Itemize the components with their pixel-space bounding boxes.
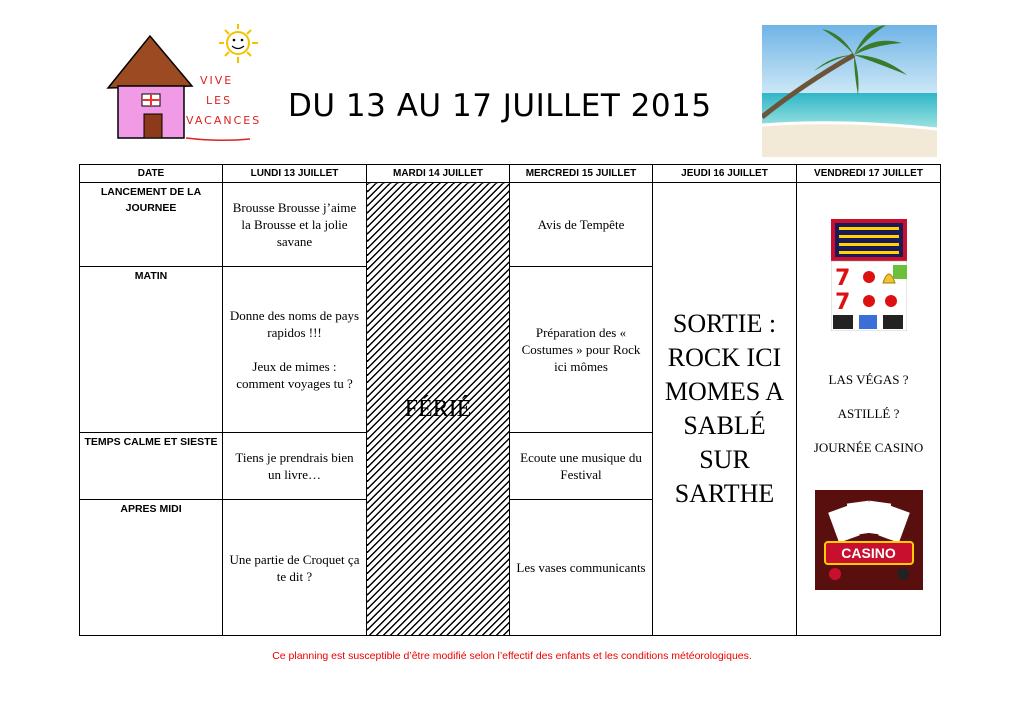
row-lancement <box>80 183 941 267</box>
header-row <box>80 165 941 183</box>
header-mardi: MARDI 14 JUILLET <box>367 165 510 183</box>
lundi-lancement: Brousse Brousse j’aime la Brousse et la jolie savane <box>223 183 367 267</box>
jeudi-sortie: SORTIE : ROCK ICI MOMES A SABLÉ SUR SARTHE <box>653 183 797 636</box>
header-lundi: LUNDI 13 JUILLET <box>223 165 367 183</box>
svg-text:7: 7 <box>834 290 850 315</box>
vendredi-casino-cell <box>797 183 941 636</box>
page-title: DU 13 AU 17 JUILLET 2015 <box>288 88 712 124</box>
row-label-calme: TEMPS CALME ET SIESTE <box>80 433 223 500</box>
vendredi-journee-casino: JOURNÉE CASINO <box>813 440 924 455</box>
vendredi-astille: ASTILLÉ ? <box>837 406 900 421</box>
logo-text-vive: VIVE <box>200 74 234 87</box>
beach-palm-image <box>762 25 937 157</box>
mardi-ferie-cell <box>367 183 510 636</box>
header-jeudi: JEUDI 16 JUILLET <box>653 165 797 183</box>
header-mercredi: MERCREDI 15 JUILLET <box>510 165 653 183</box>
mercredi-matin: Préparation des « Costumes » pour Rock ici mômes <box>510 267 653 433</box>
row-label-lancement: LANCEMENT DE LA JOURNEE <box>80 183 223 267</box>
row-label-apres-midi: APRES MIDI <box>80 500 223 636</box>
lundi-matin <box>223 267 367 433</box>
casino-logo-image <box>815 490 923 590</box>
mercredi-apres-midi: Les vases communicants <box>510 500 653 636</box>
slot-machine-icon <box>831 219 907 331</box>
vendredi-las-vegas: LAS VÉGAS ? <box>828 372 909 387</box>
logo-text-les: LES <box>206 94 233 107</box>
casino-logo-text: CASINO <box>841 545 896 561</box>
header-date: DATE <box>80 165 223 183</box>
svg-text:7: 7 <box>834 266 850 291</box>
lundi-matin-activity-2: Jeux de mimes : comment voyages tu ? <box>236 359 353 391</box>
planning-table <box>79 164 941 636</box>
mercredi-calme: Ecoute une musique du Festival <box>510 433 653 500</box>
playing-cards-icon <box>815 490 923 590</box>
lundi-apres-midi: Une partie de Croquet ça te dit ? <box>223 500 367 636</box>
ferie-label: FÉRIÉ <box>404 395 472 422</box>
mercredi-lancement: Avis de Tempête <box>510 183 653 267</box>
vive-les-vacances-logo <box>100 18 270 148</box>
lundi-calme: Tiens je prendrais bien un livre… <box>223 433 367 500</box>
footer-disclaimer: Ce planning est susceptible d’être modifié selon l’effectif des enfants et les conditions météorologiques. <box>272 650 752 662</box>
row-label-matin: MATIN <box>80 267 223 433</box>
header-vendredi: VENDREDI 17 JUILLET <box>797 165 941 183</box>
lundi-matin-activity-1: Donne des noms de pays rapidos !!! <box>229 308 360 340</box>
logo-text-vacances: VACANCES <box>186 114 262 127</box>
